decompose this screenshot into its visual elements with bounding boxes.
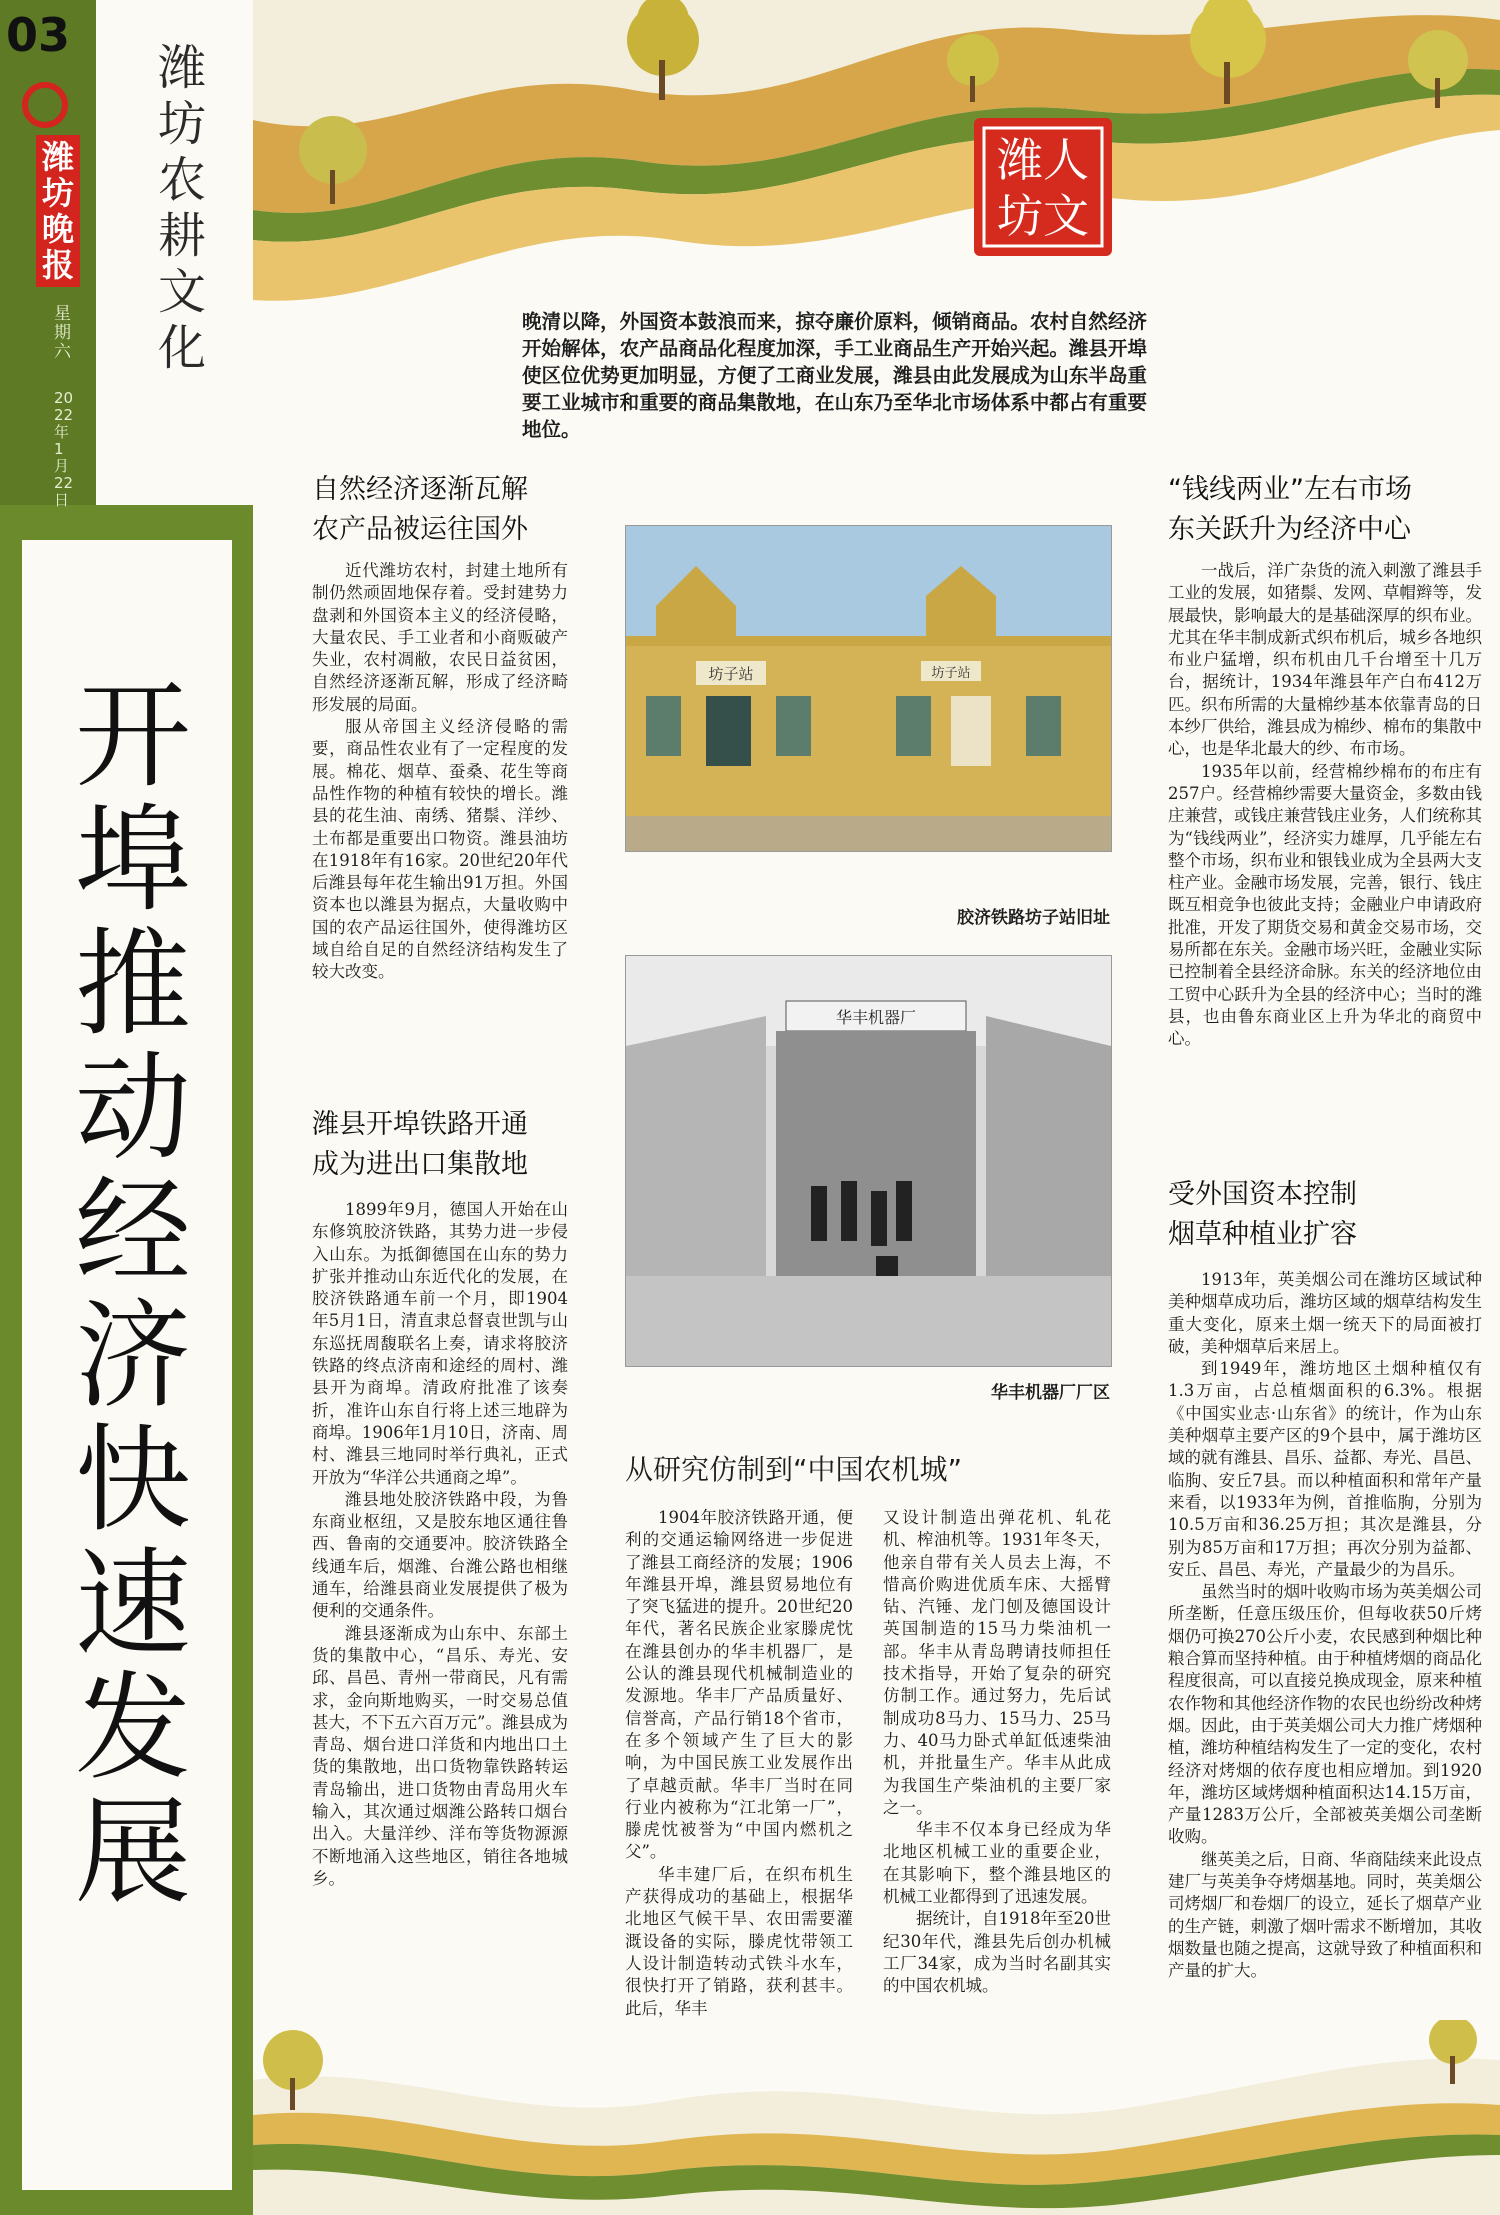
- section-heading: [1168, 1175, 1486, 1255]
- weekday: 星期六: [54, 304, 71, 362]
- article-body: [1168, 560, 1482, 1051]
- section-heading: [312, 470, 572, 550]
- photo-caption: 胶济铁路坊子站旧址: [957, 908, 1110, 928]
- section-left-1: [312, 470, 572, 984]
- factory-gate-photo: [625, 955, 1112, 1367]
- heading-line: 成为进出口集散地: [312, 1149, 528, 1180]
- article-body: [1168, 1269, 1482, 1983]
- svg-text:坊文: 坊文: [997, 189, 1089, 243]
- section-left-2: [312, 1105, 572, 1890]
- section-heading: [312, 1105, 572, 1185]
- paragraph: 近代潍坊农村，封建土地所有制仍然顽固地保存着。受封建势力盘剥和外国资本主义的经济侵略，大量农民、手工业者和小商贩破产失业，农村凋敝，农民日益贫困，自然经济逐渐瓦解，形成了经济畸形发展的局面。: [312, 561, 568, 714]
- paper-logo-icon: [22, 82, 68, 128]
- countryside-banner-illustration: [253, 0, 1500, 330]
- paragraph: 继英美之后，日商、华商陆续来此设点建厂与英美争夺烤烟基地。同时，英美烟公司烤烟厂和卷烟厂的设立，延长了烟草产业的生产链，刺激了烟叶需求不断增加，其收烟数量也随之提高，这就导致了种植面积和产量的扩大。: [1168, 1849, 1482, 1981]
- paragraph: 华丰不仅本身已经成为华北地区机械工业的重要企业，在其影响下，整个潍县地区的机械工业都得到了迅速发展。: [883, 1820, 1111, 1907]
- article-body: [883, 1507, 1111, 1998]
- article-body: [625, 1507, 853, 2020]
- paragraph: 到1949年，潍坊地区土烟种植仅有1.3万亩，占总植烟面积的6.3%。根据《中国实业志·山东省》的统计，作为山东美种烟草主要产区的9个县中，属于潍坊区域的就有潍县、昌乐、益都、寿光、昌邑、临朐、安丘7县。而以种植面积和常年产量来看，以1933年为例，首推临朐，分别为10.5万亩和36.25万担；其次是潍县，分别为85万亩和17万担；再次分别为益都、安丘、昌邑、寿光，产量最少的为昌乐。: [1168, 1359, 1482, 1579]
- section-heading: 从研究仿制到“中国农机城”: [625, 1453, 963, 1486]
- paragraph: 据统计，自1918年至20世纪30年代，潍县先后创办机械工厂34家，成为当时名副其实的中国农机城。: [883, 1909, 1111, 1996]
- railway-station-photo: [625, 525, 1112, 852]
- heading-line: 自然经济逐渐瓦解: [312, 474, 528, 505]
- farmland-footer-illustration: [253, 2020, 1500, 2215]
- svg-text:潍人: 潍人: [997, 133, 1089, 187]
- paragraph: 一战后，洋广杂货的流入刺激了潍县手工业的发展，如猪鬃、发网、草帽辫等，发展最快，影响最大的是基础深厚的织布业。尤其在华丰制成新式织布机后，城乡各地织布业户猛增，织布机由几千台增至十几万台，据统计，1934年潍县年产白布412万匹。织布所需的大量棉纱基本依靠青岛的日本纱厂供给，潍县成为棉纱、棉布的集散中心，也是华北最大的纱、布市场。: [1168, 561, 1482, 759]
- paragraph: 1899年9月，德国人开始在山东修筑胶济铁路，其势力进一步侵入山东。为抵御德国在山东的势力扩张并推动山东近代化的发展，在胶济铁路通车前一个月，即1904年5月1日，清直隶总督袁世凯与山东巡抚周馥联名上奏，请求将胶济铁路的终点济南和途经的周村、潍县开为商埠。清政府批准了该奏折，准许山东自行将上述三地辟为商埠。1906年1月10日，济南、周村、潍县三地同时举行典礼，正式开放为“华洋公共通商之埠”。: [312, 1200, 568, 1487]
- paragraph: 1913年，英美烟公司在潍坊区域试种美种烟草成功后，潍坊区域的烟草结构发生重大变化，原来土烟一统天下的局面被打破，美种烟草后来居上。: [1168, 1270, 1482, 1356]
- section-heading: [1168, 470, 1486, 550]
- heading-line: 潍县开埠铁路开通: [312, 1109, 528, 1140]
- section-right-2: [1168, 1175, 1486, 1983]
- heading-line: 烟草种植业扩容: [1168, 1219, 1357, 1250]
- heading-line: “钱线两业”左右市场: [1168, 474, 1412, 505]
- paragraph: 潍县地处胶济铁路中段，为鲁东商业枢纽，又是胶东地区通往鲁西、鲁南的交通要冲。胶济铁路全线通车后，烟潍、台潍公路也相继通车，给潍县商业发展提供了极为便利的交通条件。: [312, 1489, 568, 1621]
- lead-paragraph: 晚清以降，外国资本鼓浪而来，掠夺廉价原料，倾销商品。农村自然经济开始解体，农产品商品化程度加深，手工业商品生产开始兴起。潍县开埠使区位优势更加明显，方便了工商业发展，潍县由此发展成为山东半岛重要工业城市和重要的商品集散地，在山东乃至华北市场体系中都占有重要地位。: [522, 310, 1147, 441]
- section-right-1: [1168, 470, 1486, 1051]
- paragraph: 又设计制造出弹花机、轧花机、榨油机等。1931年冬天，他亲自带有关人员去上海，不惜高价购进优质车床、大摇臂钻、汽锤、龙门刨及德国设计英国制造的15马力柴油机一部。华丰从青岛聘请技师担任技术指导，开始了复杂的研究仿制工作。通过努力，先后试制成功8马力、15马力、25马力、40马力卧式单缸低速柴油机，并批量生产。华丰从此成为我国生产柴油机的主要厂家之一。: [883, 1508, 1111, 1817]
- paper-name: 潍坊晚报: [36, 135, 80, 287]
- heading-line: 东关跃升为经济中心: [1168, 514, 1411, 545]
- heading-line: 农产品被运往国外: [312, 514, 528, 545]
- photo-caption: 华丰机器厂厂区: [991, 1383, 1110, 1403]
- paragraph: 1904年胶济铁路开通，便利的交通运输网络进一步促进了潍县工商经济的发展；1906年潍县开埠，潍县贸易地位有了突飞猛进的提升。20世纪20年代，著名民族企业家滕虎忱在潍县创办的华丰机器厂，是公认的潍县现代机械制造业的发源地。华丰厂产品质量好、信誉高，产品行销18个省市，在多个领域产生了巨大的影响，为中国民族工业发展作出了卓越贡献。华丰厂当时在同行业内被称为“江北第一厂”，滕虎忱被誉为“中国内燃机之父”。: [625, 1508, 853, 1862]
- article-body: [312, 560, 568, 984]
- article-body: [312, 1199, 568, 1890]
- factory-sign: 华丰机器厂: [835, 1008, 917, 1027]
- section-title: 潍坊农耕文化: [158, 40, 207, 376]
- paragraph: 1935年以前，经营棉纱棉布的布庄有257户。经营棉纱需要大量资金，多数由钱庄兼营，或钱庄兼营钱庄业务，人们统称其为“钱线两业”，经济实力雄厚，几乎能左右整个市场，织布业和银钱业成为全县两大支柱产业。金融市场发展，完善，银行、钱庄既互相竞争也彼此支持；金融业户申请政府批准，开发了期货交易和黄金交易市场，交易所都在东关。金融市场兴旺，金融业实际已控制着全县经济命脉。东关的经济地位由工贸中心跃升为全县的经济中心；当时的潍县，也由鲁东商业区上升为华北的商贸中心。: [1168, 761, 1482, 1049]
- paragraph: 潍县逐渐成为山东中、东部土货的集散中心，“昌乐、寿光、安邱、昌邑、青州一带商民，凡有需求，金向斯地购买，一时交易总值甚大，不下五六百万元”。潍县成为青岛、烟台进口洋货和内地出口土货的集散地，出口货物靠铁路转运青岛输出，进口货物由青岛用火车输入，其次通过烟潍公路转口烟台出入。大量洋纱、洋布等货物源源不断地涌入这些地区，销往各地城乡。: [312, 1623, 568, 1888]
- paragraph: 华丰建厂后，在织布机生产获得成功的基础上，根据华北地区气候干旱、农田需要灌溉设备的实际，滕虎忱带领工人设计制造转动式铁斗水车，很快打开了销路，获利甚丰。此后，华丰: [625, 1864, 853, 2018]
- station-sign: 坊子站: [931, 666, 971, 681]
- paragraph: 虽然当时的烟叶收购市场为英美烟公司所垄断，任意压级压价，但每收获50斤烤烟仍可换270公斤小麦，农民感到种烟比种粮合算而坚持种植。由于种植烤烟的商品化程度很高，可以直接兑换成现金，原来种植农作物和其他经济作物的农民也纷纷改种烤烟。因此，由于英美烟公司大力推广烤烟种植，潍坊种植结构发生了一定的变化，农村经济对烤烟的依存度也相应增加。到1920年，潍坊区域烤烟种植面积达14.15万亩，产量1283万公斤，全部被英美烟公司垄断收购。: [1168, 1582, 1482, 1847]
- station-sign: 坊子站: [708, 665, 754, 683]
- page-number: 03: [6, 8, 71, 62]
- main-headline: 开埠推动经济快速发展: [75, 669, 191, 1920]
- column-seal-logo: [968, 112, 1118, 262]
- issue-date: 2022年1月22日: [54, 389, 74, 509]
- heading-line: 受外国资本控制: [1168, 1179, 1357, 1210]
- paragraph: 服从帝国主义经济侵略的需要，商品性农业有了一定程度的发展。棉花、烟草、蚕桑、花生等商品性作物的种植有较快的增长。潍县的花生油、南绣、猪鬃、洋纱、土布都是重要出口物资。潍县油坊在1918年有16家。20世纪20年代后潍县每年花生输出91万担。外国资本也以潍县为据点，大量收购中国的农产品运往国外，使得潍坊区域自给自足的自然经济结构发生了较大改变。: [312, 717, 568, 982]
